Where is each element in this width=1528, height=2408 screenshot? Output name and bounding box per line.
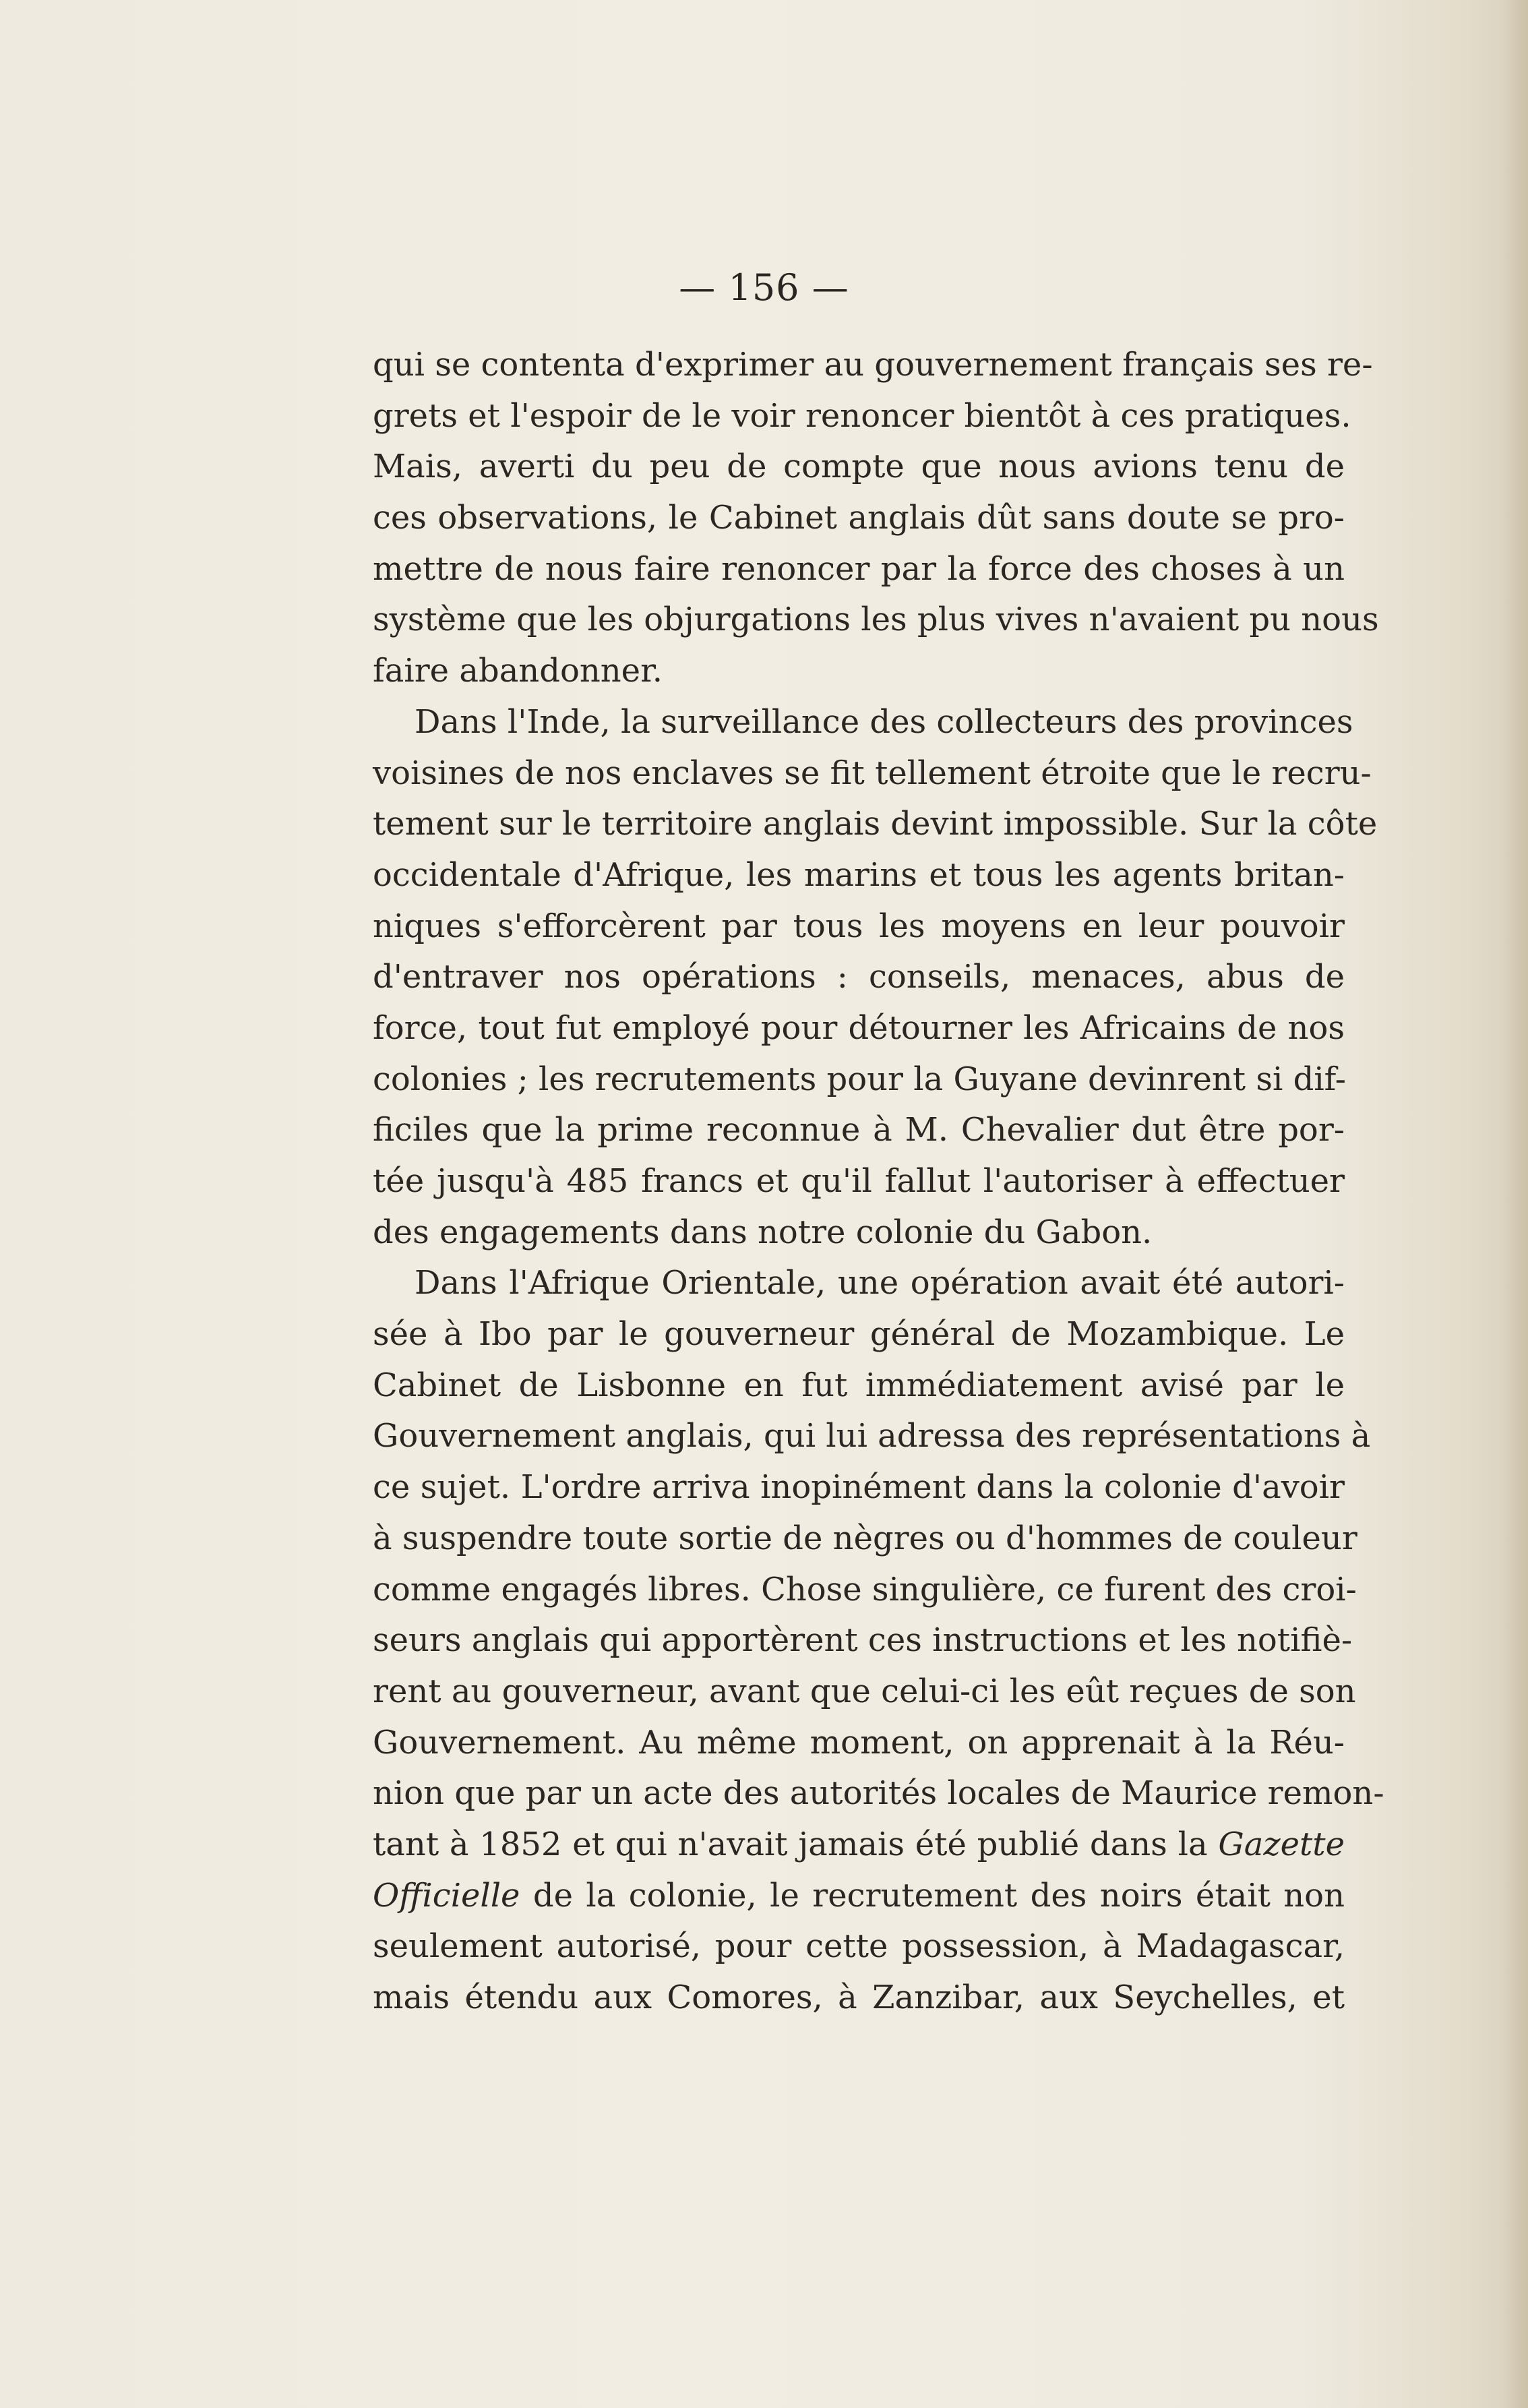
text-line-with-italic xyxy=(373,1819,1345,1871)
body-text xyxy=(373,340,1384,2024)
text-line: voisines de nos enclaves se fit tellement étroite que le recru- xyxy=(373,754,1372,792)
text-line: niques s'efforcèrent par tous les moyens en leur pouvoir xyxy=(373,907,1345,945)
text-line: Mais, averti du peu de compte que nous avions tenu de xyxy=(373,448,1345,486)
text-line: système que les objurgations les plus vives n'avaient pu nous xyxy=(373,601,1379,639)
text-line: faire abandonner. xyxy=(373,652,663,690)
text-line: grets et l'espoir de le voir renoncer bientôt à ces pratiques. xyxy=(373,396,1351,435)
text-line: comme engagés libres. Chose singulière, ce furent des croi- xyxy=(373,1570,1357,1608)
text-line: ces observations, le Cabinet anglais dût sans doute se pro- xyxy=(373,499,1345,537)
text-line: ce sujet. L'ordre arriva inopinément dans la colonie d'avoir xyxy=(373,1468,1345,1507)
text-line: tement sur le territoire anglais devint impossible. Sur la côte xyxy=(373,805,1378,843)
text-line-with-italic xyxy=(373,1871,1345,1922)
text-line: Dans l'Afrique Orientale, une opération avait été autori- xyxy=(415,1264,1345,1302)
text-line: qui se contenta d'exprimer au gouvernement français ses re- xyxy=(373,346,1373,384)
text-line: mettre de nous faire renoncer par la force des choses à un xyxy=(373,549,1345,588)
page-number: — 156 — xyxy=(679,266,849,309)
text-segment: tant à 1852 et qui n'avait jamais été publié dans la xyxy=(373,1825,1208,1863)
text-segment: de la colonie, le recrutement des noirs était non xyxy=(532,1876,1345,1915)
text-line: tée jusqu'à 485 francs et qu'il fallut l'autoriser à effectuer xyxy=(373,1162,1345,1200)
text-line: Gouvernement. Au même moment, on apprenait à la Réu- xyxy=(373,1723,1345,1762)
text-line: Dans l'Inde, la surveillance des collecteurs des provinces xyxy=(415,702,1353,741)
text-line: seulement autorisé, pour cette possession, à Madagascar, xyxy=(373,1927,1345,1966)
text-line: ficiles que la prime reconnue à M. Chevalier dut être por- xyxy=(373,1111,1345,1149)
text-line: colonies ; les recrutements pour la Guyane devinrent si dif- xyxy=(373,1060,1346,1098)
text-line: Cabinet de Lisbonne en fut immédiatement avisé par le xyxy=(373,1366,1345,1404)
text-line: Gouvernement anglais, qui lui adressa des représentations à xyxy=(373,1417,1371,1455)
page-edge-shadow xyxy=(1501,0,1528,2408)
text-line: occidentale d'Afrique, les marins et tous les agents britan- xyxy=(373,855,1345,894)
text-line: mais étendu aux Comores, à Zanzibar, aux Seychelles, et xyxy=(373,1979,1345,2016)
italic-title: Officielle xyxy=(373,1876,520,1915)
text-line: d'entraver nos opérations : conseils, menaces, abus de xyxy=(373,958,1345,996)
text-line: des engagements dans notre colonie du Gabon. xyxy=(373,1213,1153,1251)
text-line: force, tout fut employé pour détourner les Africains de nos xyxy=(373,1009,1345,1047)
text-line: nion que par un acte des autorités locales de Maurice remon- xyxy=(373,1774,1384,1813)
text-line: seurs anglais qui apportèrent ces instructions et les notifiè- xyxy=(373,1621,1353,1660)
italic-title: Gazette xyxy=(1218,1825,1345,1863)
text-line: à suspendre toute sortie de nègres ou d'hommes de couleur xyxy=(373,1519,1357,1557)
text-line: rent au gouverneur, avant que celui-ci les eût reçues de son xyxy=(373,1672,1356,1710)
text-line: sée à Ibo par le gouverneur général de Mozambique. Le xyxy=(373,1315,1345,1354)
